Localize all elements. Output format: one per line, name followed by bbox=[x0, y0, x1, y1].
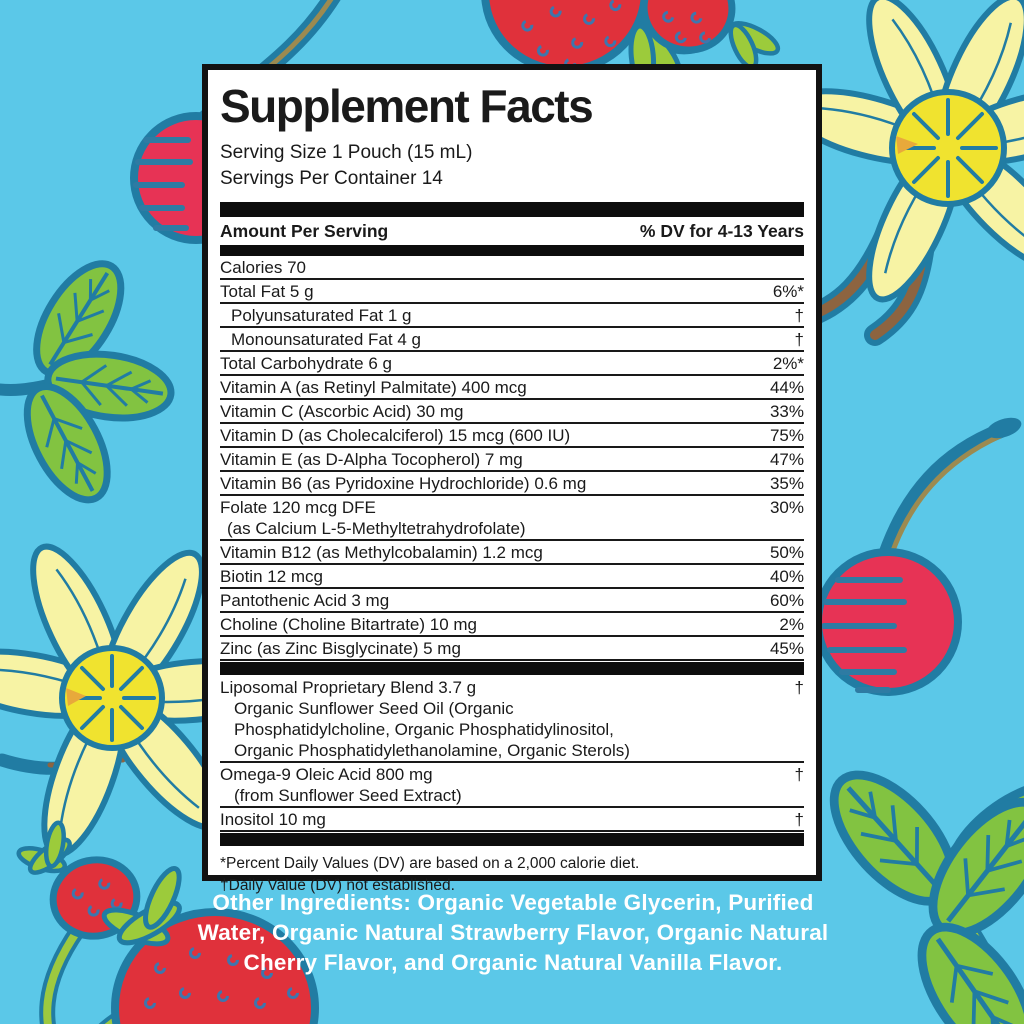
divider-bar-section bbox=[220, 833, 804, 846]
nutrient-name: Vitamin B6 (as Pyridoxine Hydrochloride) 0.6 mg bbox=[220, 474, 587, 494]
nutrient-subline: Organic Phosphatidylethanolamine, Organic Sterols) bbox=[234, 741, 630, 761]
nutrient-dv: 2%* bbox=[772, 354, 804, 374]
nutrient-name: Monounsaturated Fat 4 g bbox=[231, 330, 421, 350]
table-row bbox=[220, 304, 804, 328]
nutrient-dv: 6%* bbox=[772, 282, 804, 302]
nutrient-dv: 35% bbox=[769, 474, 804, 494]
nutrient-dv: † bbox=[794, 678, 804, 698]
column-header-row bbox=[220, 217, 804, 245]
nutrient-dv: 44% bbox=[769, 378, 804, 398]
nutrient-subline: Phosphatidylcholine, Organic Phosphatidylinositol, bbox=[234, 720, 614, 740]
nutrient-name: Calories 70 bbox=[220, 258, 306, 278]
nutrient-name: Biotin 12 mcg bbox=[220, 567, 323, 587]
table-row bbox=[220, 808, 804, 832]
table-row bbox=[220, 496, 804, 541]
nutrient-dv bbox=[796, 257, 804, 278]
nutrient-name: Vitamin A (as Retinyl Palmitate) 400 mcg bbox=[220, 378, 527, 398]
nutrient-subline: (from Sunflower Seed Extract) bbox=[234, 786, 462, 806]
nutrient-dv: 2% bbox=[779, 615, 804, 635]
nutrient-name: Liposomal Proprietary Blend 3.7 g bbox=[220, 678, 477, 698]
table-row bbox=[220, 565, 804, 589]
table-row bbox=[220, 256, 804, 280]
nutrient-name: Total Fat 5 g bbox=[220, 282, 314, 302]
table-row bbox=[220, 763, 804, 808]
nutrient-dv: 60% bbox=[769, 591, 804, 611]
nutrient-name: Pantothenic Acid 3 mg bbox=[220, 591, 390, 611]
nutrient-subline: Organic Sunflower Seed Oil (Organic bbox=[234, 699, 514, 719]
nutrient-dv: † bbox=[794, 306, 804, 326]
table-row bbox=[220, 472, 804, 496]
table-row bbox=[220, 613, 804, 637]
nutrient-dv: 45% bbox=[769, 639, 804, 659]
footnote-dagger: †Daily Value (DV) not established. bbox=[220, 877, 455, 895]
table-row bbox=[220, 400, 804, 424]
table-row bbox=[220, 589, 804, 613]
nutrient-name: Inositol 10 mg bbox=[220, 810, 326, 830]
nutrient-subline: (as Calcium L-5-Methyltetrahydrofolate) bbox=[227, 519, 526, 539]
divider-bar-section bbox=[220, 662, 804, 675]
nutrient-dv: 50% bbox=[769, 543, 804, 563]
nutrient-name: Vitamin B12 (as Methylcobalamin) 1.2 mcg bbox=[220, 543, 543, 563]
table-row bbox=[220, 637, 804, 661]
nutrient-name: Choline (Choline Bitartrate) 10 mg bbox=[220, 615, 478, 635]
nutrient-name: Vitamin D (as Cholecalciferol) 15 mcg (600 IU) bbox=[220, 426, 571, 446]
strawberry-leaf-illustration-bottom-right bbox=[813, 755, 1024, 1024]
nutrient-dv: † bbox=[794, 330, 804, 350]
table-row bbox=[220, 376, 804, 400]
nutrient-dv: † bbox=[794, 765, 804, 785]
table-row bbox=[220, 541, 804, 565]
nutrient-dv: 75% bbox=[769, 426, 804, 446]
facts-table bbox=[220, 256, 804, 846]
divider-bar-top bbox=[220, 202, 804, 217]
serving-size: Serving Size 1 Pouch (15 mL) bbox=[220, 142, 473, 164]
nutrient-name: Omega-9 Oleic Acid 800 mg bbox=[220, 765, 433, 785]
nutrient-dv: 33% bbox=[769, 402, 804, 422]
divider-bar-header bbox=[220, 245, 804, 256]
amount-per-serving-header: Amount Per Serving bbox=[220, 221, 389, 242]
nutrient-dv: 40% bbox=[769, 567, 804, 587]
table-row bbox=[220, 676, 804, 763]
nutrient-name: Vitamin E (as D-Alpha Tocopherol) 7 mg bbox=[220, 450, 523, 470]
nutrient-name: Zinc (as Zinc Bisglycinate) 5 mg bbox=[220, 639, 461, 659]
nutrient-name: Folate 120 mcg DFE bbox=[220, 498, 376, 518]
table-row bbox=[220, 424, 804, 448]
table-row bbox=[220, 280, 804, 304]
other-ingredients: Other Ingredients: Organic Vegetable Glycerin, Purified Water, Organic Natural Strawberry Flavor, Organic Natural Cherry Flavor, and Organic Natural Vanilla Flavor. bbox=[197, 890, 829, 975]
nutrient-name: Polyunsaturated Fat 1 g bbox=[231, 306, 412, 326]
nutrient-dv: 30% bbox=[769, 498, 804, 518]
nutrient-dv: 47% bbox=[769, 450, 804, 470]
dv-column-header: % DV for 4-13 Years bbox=[639, 221, 804, 242]
table-row bbox=[220, 448, 804, 472]
panel-title: Supplement Facts bbox=[220, 80, 593, 132]
table-row bbox=[220, 352, 804, 376]
table-row bbox=[220, 328, 804, 352]
supplement-facts-panel bbox=[202, 64, 822, 895]
nutrient-dv: † bbox=[794, 810, 804, 830]
nutrient-name: Vitamin C (Ascorbic Acid) 30 mg bbox=[220, 402, 464, 422]
servings-per-container: Servings Per Container 14 bbox=[220, 168, 443, 190]
nutrient-name: Total Carbohydrate 6 g bbox=[220, 354, 392, 374]
footnote-percent-dv: *Percent Daily Values (DV) are based on a 2,000 calorie diet. bbox=[220, 855, 640, 873]
strawberry-leaf-illustration-left bbox=[0, 250, 175, 513]
cherry-illustration-right bbox=[818, 414, 1024, 692]
